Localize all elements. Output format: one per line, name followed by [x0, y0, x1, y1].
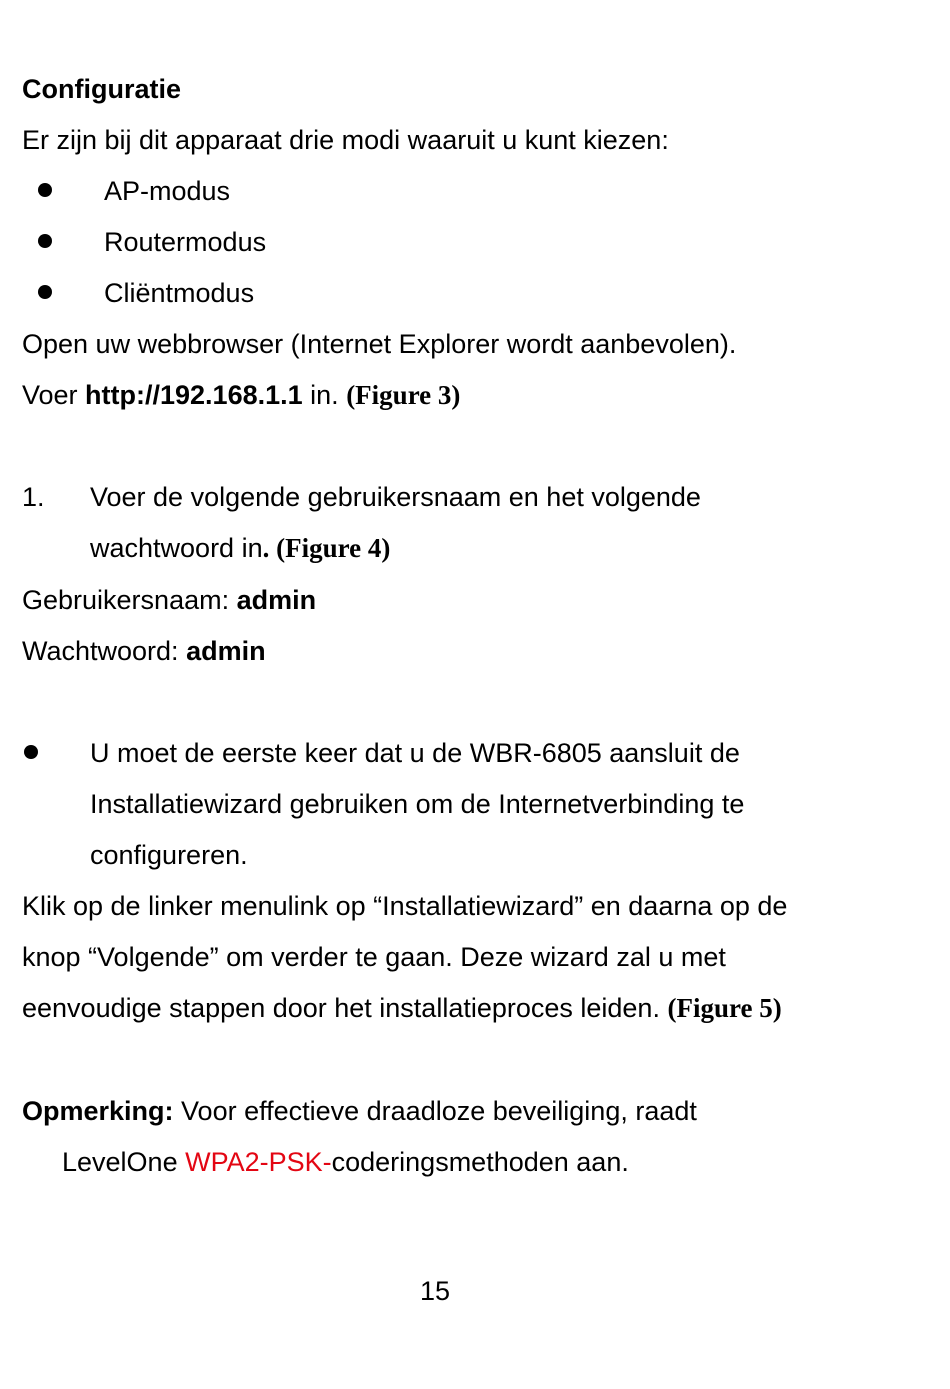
page-number: 15: [419, 1276, 451, 1306]
note-bullet-line1: U moet de eerste keer dat u de WBR-6805 aansluit de: [90, 738, 740, 768]
username-line: [22, 583, 316, 617]
step-text-line2-main: wachtwoord in: [90, 533, 263, 563]
remark-line2-pre: LevelOne: [62, 1147, 186, 1177]
remark-label: Opmerking:: [22, 1096, 174, 1126]
bullet-icon: [24, 745, 38, 759]
figure-ref-4: . (Figure 4): [262, 533, 391, 563]
bullet-icon: [38, 285, 52, 299]
username-value: admin: [236, 585, 317, 615]
remark-highlight: WPA2-PSK-: [185, 1147, 332, 1177]
figure-ref-3: (Figure 3): [346, 380, 461, 410]
step-number: 1.: [22, 482, 45, 512]
paragraph-line2: knop “Volgende” om verder te gaan. Deze wizard zal u met: [22, 942, 726, 972]
remark-line2-post: coderingsmethoden aan.: [331, 1147, 629, 1177]
url-post: in.: [302, 380, 347, 410]
bullet-icon: [38, 183, 52, 197]
remark-line1: [22, 1094, 697, 1128]
paragraph-line3-text: eenvoudige stappen door het installatieproces leiden.: [22, 993, 668, 1023]
password-line: [22, 634, 266, 668]
username-label: Gebruikersnaam:: [22, 585, 237, 615]
step-text-line1: Voer de volgende gebruikersnaam en het volgende: [90, 482, 701, 512]
note-bullet-line3: configureren.: [90, 840, 248, 870]
paragraph-line3: [22, 991, 782, 1025]
figure-ref-5: (Figure 5): [667, 993, 782, 1023]
remark-text: Voor effectieve draadloze beveiliging, raadt: [173, 1096, 697, 1126]
password-value: admin: [186, 636, 266, 666]
intro-text: Er zijn bij dit apparaat drie modi waaruit u kunt kiezen:: [22, 125, 669, 155]
mode-item-ap: AP-modus: [104, 176, 231, 206]
mode-item-client: Cliëntmodus: [104, 278, 255, 308]
url-instruction: [22, 378, 460, 412]
paragraph-line1: Klik op de linker menulink op “Installatiewizard” en daarna op de: [22, 891, 788, 921]
url-pre: Voer: [22, 380, 86, 410]
router-url: http://192.168.1.1: [85, 380, 303, 410]
step-text-line2: [90, 531, 390, 565]
browser-instruction: Open uw webbrowser (Internet Explorer wordt aanbevolen).: [22, 329, 737, 359]
mode-item-router: Routermodus: [104, 227, 267, 257]
bullet-icon: [38, 234, 52, 248]
note-bullet-line2: Installatiewizard gebruiken om de Internetverbinding te: [90, 789, 745, 819]
section-heading: Configuratie: [22, 74, 181, 104]
remark-line2: [62, 1145, 629, 1179]
password-label: Wachtwoord:: [22, 636, 187, 666]
